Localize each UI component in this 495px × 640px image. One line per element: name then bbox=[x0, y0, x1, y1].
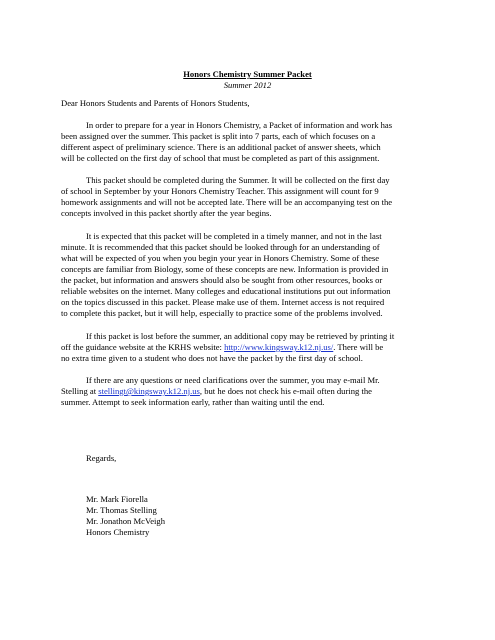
paragraph-2-line: concepts involved in this packet shortly after the year begins. bbox=[61, 208, 272, 218]
paragraph-4-line: no extra time given to a student who does not have the packet by the first day of school. bbox=[61, 353, 363, 363]
header bbox=[0, 69, 495, 91]
paragraph-3-line: to complete this packet, but it will help, especially to practice some of the problems involved. bbox=[61, 308, 383, 318]
paragraph-2-line: This packet should be completed during the Summer. It will be collected on the first day bbox=[86, 175, 390, 185]
paragraph-4-text: . There will be bbox=[333, 342, 384, 352]
paragraph-3-line: on the topics discussed in this packet. Please make use of them. Internet access is not required bbox=[61, 297, 385, 307]
signature-line: Mr. Mark Fiorella bbox=[86, 494, 148, 504]
paragraph-3-line: concepts are familiar from Biology, some of these concepts are new. Information is provided in bbox=[61, 264, 389, 274]
paragraph-5-line bbox=[61, 386, 372, 397]
paragraph-3-line: reliable websites on the internet. Many colleges and educational institutions put out information bbox=[61, 286, 391, 296]
paragraph-3-line: what will be expected of you when you begin your year in Honors Chemistry. Some of these bbox=[61, 253, 380, 263]
paragraph-5-text: Stelling at bbox=[61, 386, 99, 396]
paragraph-3-line: It is expected that this packet will be completed in a timely manner, and not in the last bbox=[86, 231, 382, 241]
paragraph-1-line: In order to prepare for a year in Honors Chemistry, a Packet of information and work has bbox=[86, 120, 393, 130]
paragraph-2-line: homework assignments and will not be accepted late. There will be an accompanying test on the bbox=[61, 197, 393, 207]
paragraph-4-line bbox=[61, 342, 383, 353]
email-link[interactable]: stellingt@kingsway.k12.nj.us bbox=[98, 386, 200, 396]
paragraph-3-line: minute. It is recommended that this packet should be looked through for an understanding of bbox=[61, 242, 380, 252]
salutation: Dear Honors Students and Parents of Honors Students, bbox=[61, 98, 250, 108]
paragraph-5-line: summer. Attempt to seek information early, rather than waiting until the end. bbox=[61, 397, 325, 407]
paragraph-1-line: been assigned over the summer. This packet is split into 7 parts, each of which focuses on a bbox=[61, 131, 376, 141]
paragraph-2-line: of school in September by your Honors Chemistry Teacher. This assignment will count for 9 bbox=[61, 186, 379, 196]
paragraph-1-line: will be collected on the first day of school that must be completed as part of this assignment. bbox=[61, 153, 380, 163]
paragraph-4-line: If this packet is lost before the summer, an additional copy may be retrieved by printing it bbox=[86, 331, 395, 341]
document-title: Honors Chemistry Summer Packet bbox=[183, 69, 312, 79]
signature-line: Mr. Jonathon McVeigh bbox=[86, 516, 166, 526]
paragraph-3-line: the packet, but information and answers should also be sought from other resources, books or bbox=[61, 275, 383, 285]
closing: Regards, bbox=[86, 453, 117, 463]
krhs-website-link[interactable]: http://www.kingsway.k12.nj.us/ bbox=[224, 342, 334, 352]
paragraph-4-text: off the guidance website at the KRHS website: bbox=[61, 342, 225, 352]
document-subtitle: Summer 2012 bbox=[223, 80, 272, 90]
paragraph-1-line: different aspect of preliminary science. There is an additional packet of answer sheets, which bbox=[61, 142, 381, 152]
signature-line: Honors Chemistry bbox=[86, 527, 150, 537]
paragraph-5-text: , but he does not check his e-mail often during the bbox=[199, 386, 372, 396]
signature-line: Mr. Thomas Stelling bbox=[86, 505, 157, 515]
paragraph-5-line: If there are any questions or need clarifications over the summer, you may e-mail Mr. bbox=[86, 375, 380, 385]
